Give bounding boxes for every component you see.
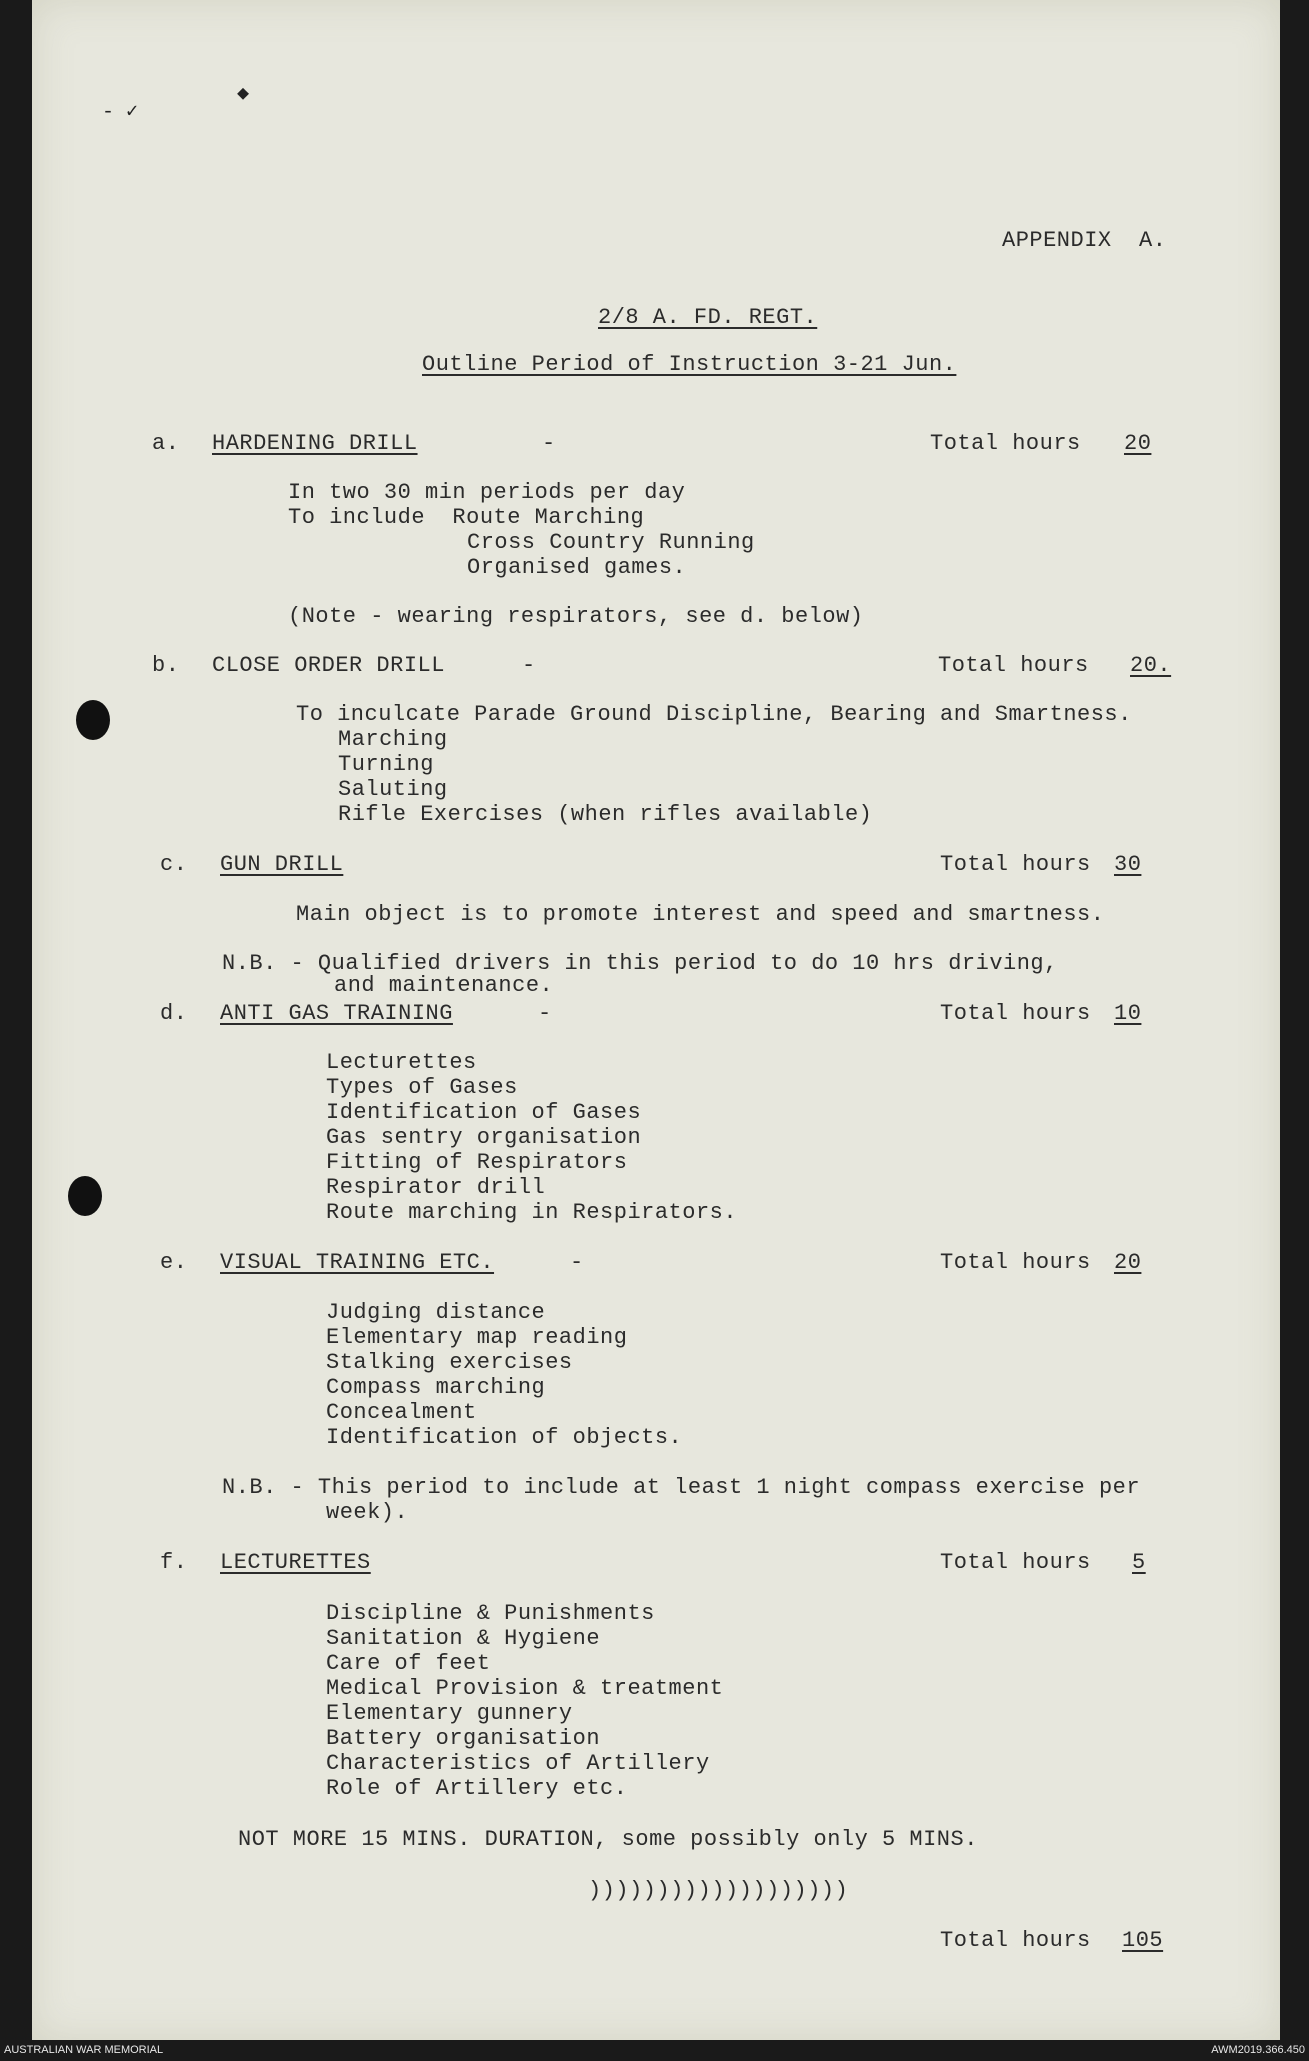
section-c-hours: 30	[1114, 852, 1142, 877]
section-b-letter: b.	[152, 653, 180, 678]
section-e-nb: N.B. - This period to include at least 1 night compass exercise per	[222, 1475, 1141, 1500]
section-f-line: Discipline & Punishments	[326, 1601, 655, 1626]
section-b-line: Rifle Exercises (when rifles available)	[338, 802, 873, 827]
section-c-letter: c.	[160, 852, 188, 877]
footer-credit: AUSTRALIAN WAR MEMORIAL	[4, 2044, 164, 2056]
section-e-dash: -	[570, 1250, 584, 1275]
separator-line: )))))))))))))))))))	[588, 1878, 849, 1903]
section-a-line: Organised games.	[467, 555, 687, 580]
section-a-heading: HARDENING DRILL	[212, 431, 418, 456]
section-d-line: Gas sentry organisation	[326, 1125, 642, 1150]
section-b-line: Turning	[338, 752, 434, 777]
section-e-line: Elementary map reading	[326, 1325, 628, 1350]
unit-title: 2/8 A. FD. REGT.	[598, 305, 818, 330]
section-f-line: Battery organisation	[326, 1726, 601, 1751]
section-c-line: Main object is to promote interest and speed and smartness.	[296, 902, 1105, 927]
section-e-line: Judging distance	[326, 1300, 546, 1325]
section-a-line: In two 30 min periods per day	[288, 480, 686, 505]
duration-note: NOT MORE 15 MINS. DURATION, some possibly only 5 MINS.	[238, 1827, 978, 1852]
section-e-letter: e.	[160, 1250, 188, 1275]
document-page	[32, 0, 1280, 2040]
section-f-hours-label: Total hours	[940, 1550, 1091, 1575]
section-b-heading: CLOSE ORDER DRILL	[212, 653, 445, 678]
punch-hole-top	[76, 700, 110, 740]
section-d-heading: ANTI GAS TRAINING	[220, 1001, 453, 1026]
section-d-line: Lecturettes	[326, 1050, 477, 1075]
section-f-heading: LECTURETTES	[220, 1550, 371, 1575]
corner-triangle-mark: ◆	[237, 83, 250, 106]
section-f-letter: f.	[160, 1550, 188, 1575]
section-b-hours: 20.	[1130, 653, 1172, 678]
section-d-dash: -	[538, 1001, 552, 1026]
section-b-line: To inculcate Parade Ground Discipline, Bearing and Smartness.	[296, 702, 1132, 727]
section-d-line: Fitting of Respirators	[326, 1150, 628, 1175]
appendix-label: APPENDIX A.	[1002, 228, 1167, 253]
section-d-line: Types of Gases	[326, 1075, 518, 1100]
section-a-note: (Note - wearing respirators, see d. below)	[288, 604, 864, 629]
section-d-line: Identification of Gases	[326, 1100, 642, 1125]
grand-total-hours: 105	[1122, 1928, 1164, 1953]
section-e-hours: 20	[1114, 1250, 1142, 1275]
section-b-line: Marching	[338, 727, 448, 752]
section-b-hours-label: Total hours	[938, 653, 1089, 678]
section-a-hours: 20	[1124, 431, 1152, 456]
section-d-line: Respirator drill	[326, 1175, 546, 1200]
section-f-line: Elementary gunnery	[326, 1701, 573, 1726]
section-f-line: Medical Provision & treatment	[326, 1676, 724, 1701]
section-d-line: Route marching in Respirators.	[326, 1200, 738, 1225]
section-a-line: Cross Country Running	[467, 530, 755, 555]
section-a-hours-label: Total hours	[930, 431, 1081, 456]
section-d-letter: d.	[160, 1001, 188, 1026]
section-b-line: Saluting	[338, 777, 448, 802]
section-f-line: Role of Artillery etc.	[326, 1776, 628, 1801]
section-d-hours-label: Total hours	[940, 1001, 1091, 1026]
section-a-dash: -	[542, 431, 556, 456]
section-f-line: Characteristics of Artillery	[326, 1751, 710, 1776]
section-e-line: Identification of objects.	[326, 1425, 683, 1450]
section-c-nb: and maintenance.	[334, 973, 554, 998]
section-e-heading: VISUAL TRAINING ETC.	[220, 1250, 495, 1275]
section-e-line: Stalking exercises	[326, 1350, 573, 1375]
section-a-line: To include Route Marching	[288, 505, 645, 530]
pencil-mark: - ✓	[102, 101, 139, 124]
grand-total-label: Total hours	[940, 1928, 1091, 1953]
section-c-hours-label: Total hours	[940, 852, 1091, 877]
section-c-heading: GUN DRILL	[220, 852, 344, 877]
section-a-letter: a.	[152, 431, 180, 456]
section-e-hours-label: Total hours	[940, 1250, 1091, 1275]
footer-reference: AWM2019.366.450	[1211, 2044, 1305, 2056]
section-e-line: Concealment	[326, 1400, 477, 1425]
punch-hole-bottom	[68, 1176, 102, 1216]
section-f-hours: 5	[1132, 1550, 1146, 1575]
page-title: Outline Period of Instruction 3-21 Jun.	[422, 352, 957, 377]
section-f-line: Care of feet	[326, 1651, 491, 1676]
section-e-nb: week).	[326, 1500, 409, 1525]
section-d-hours: 10	[1114, 1001, 1142, 1026]
section-b-dash: -	[522, 653, 536, 678]
section-f-line: Sanitation & Hygiene	[326, 1626, 601, 1651]
section-c-nb: N.B. - Qualified drivers in this period to do 10 hrs driving,	[222, 951, 1058, 976]
section-e-line: Compass marching	[326, 1375, 546, 1400]
